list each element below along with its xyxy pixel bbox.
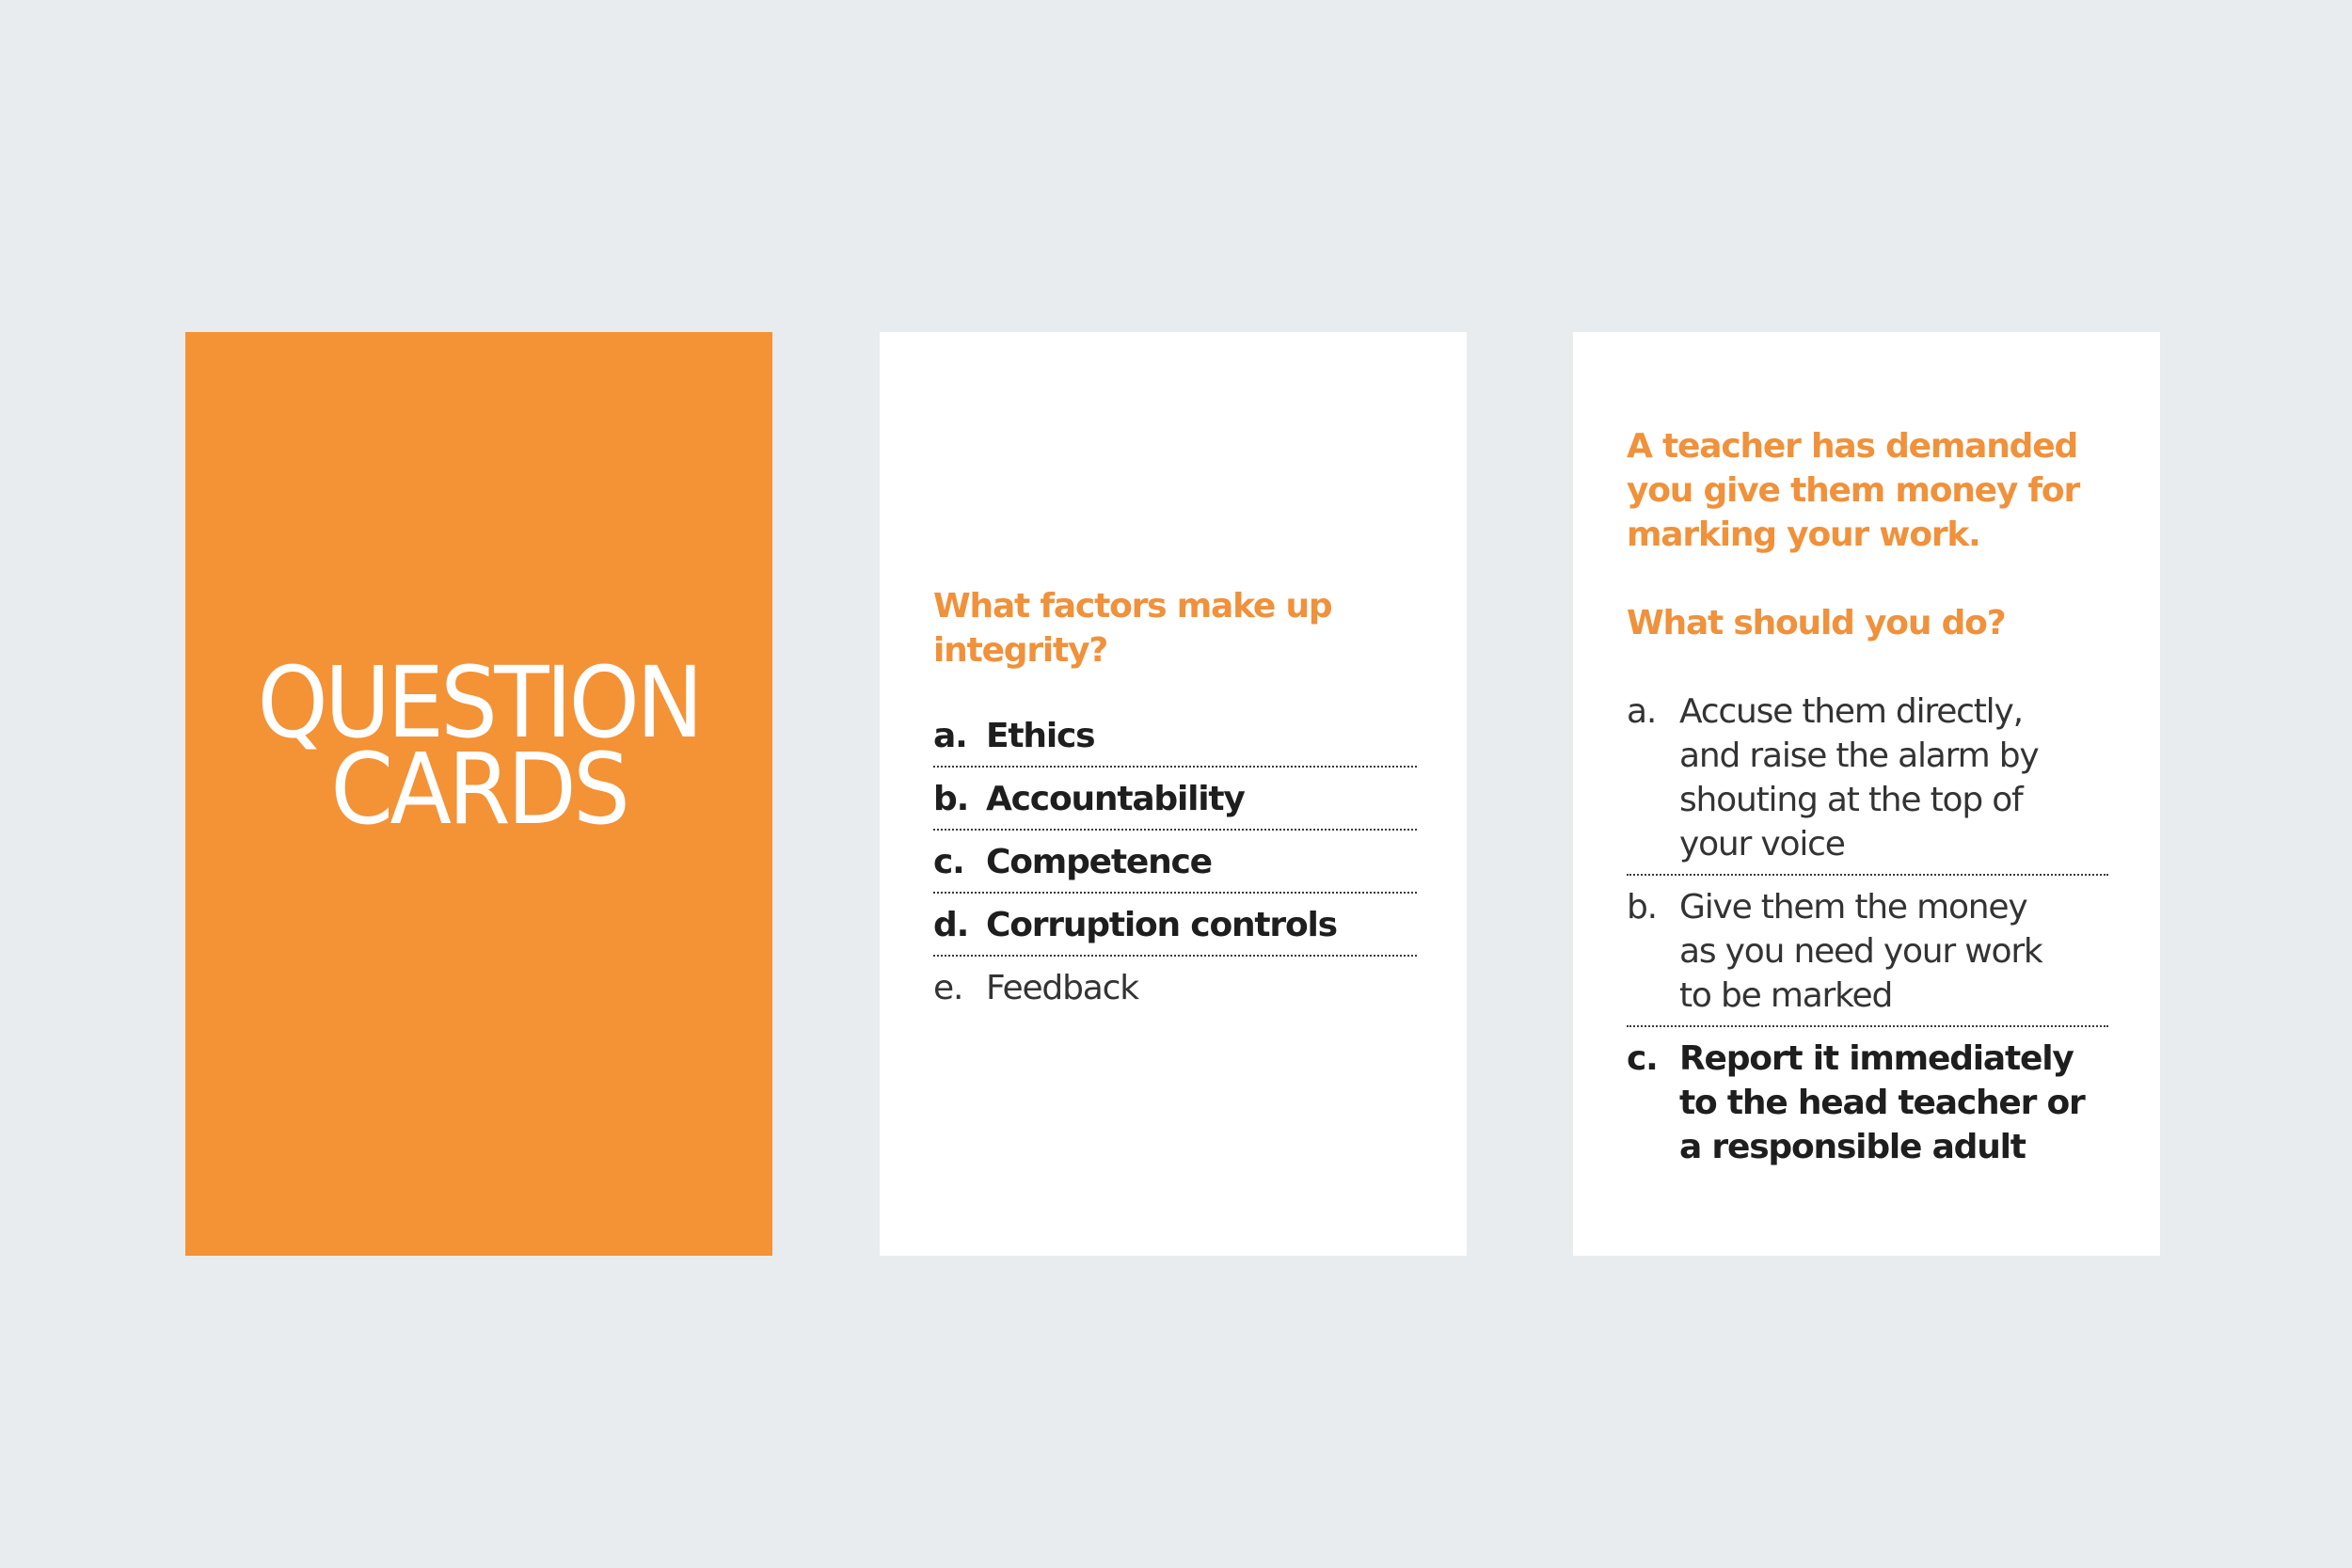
scenario-text: A teacher has demanded you give them money for marking your work. — [1627, 427, 2080, 554]
cover-title — [257, 645, 701, 847]
answer-option-b — [1627, 885, 2108, 1027]
answer-option-a — [933, 714, 1417, 768]
question-text: What should you do? — [1627, 604, 2006, 642]
answer-option-b — [933, 777, 1417, 831]
answer-option-e — [933, 966, 1417, 1018]
answer-letter: a. — [933, 717, 967, 755]
answer-text: Accuse them directly, and raise the alarm by shouting at the top of your voice — [1679, 692, 2039, 863]
answer-list — [933, 714, 1417, 1027]
answer-option-a — [1627, 689, 2108, 876]
answer-option-d — [933, 903, 1417, 957]
answer-letter: b. — [1627, 888, 1657, 927]
answer-text: Accountability — [986, 780, 1245, 818]
cover-title-line-1: QUESTION — [257, 645, 701, 761]
question-card-teacher-bribe — [1573, 332, 2160, 1256]
answer-letter: e. — [933, 969, 963, 1007]
answer-letter: c. — [1627, 1039, 1658, 1078]
answer-text: Give them the money as you need your work to be marked — [1679, 888, 2042, 1015]
answer-letter: a. — [1627, 692, 1657, 731]
answer-option-c — [933, 840, 1417, 894]
answer-letter: c. — [933, 843, 964, 881]
answer-letter: b. — [933, 780, 969, 818]
answer-text: Report it immediately to the head teacher or a responsible adult — [1679, 1039, 2085, 1166]
cover-title-line-2: CARDS — [330, 732, 628, 847]
answer-text: Feedback — [986, 969, 1138, 1007]
answer-text: Competence — [986, 843, 1212, 881]
answer-text: Corruption controls — [986, 906, 1337, 944]
cover-card — [185, 332, 772, 1256]
answer-letter: d. — [933, 906, 969, 944]
question-card-integrity — [880, 332, 1467, 1256]
answer-list — [1627, 689, 2108, 1186]
answer-text: Ethics — [986, 717, 1095, 755]
answer-option-c — [1627, 1037, 2108, 1177]
question-text: What factors make up integrity? — [933, 587, 1332, 670]
